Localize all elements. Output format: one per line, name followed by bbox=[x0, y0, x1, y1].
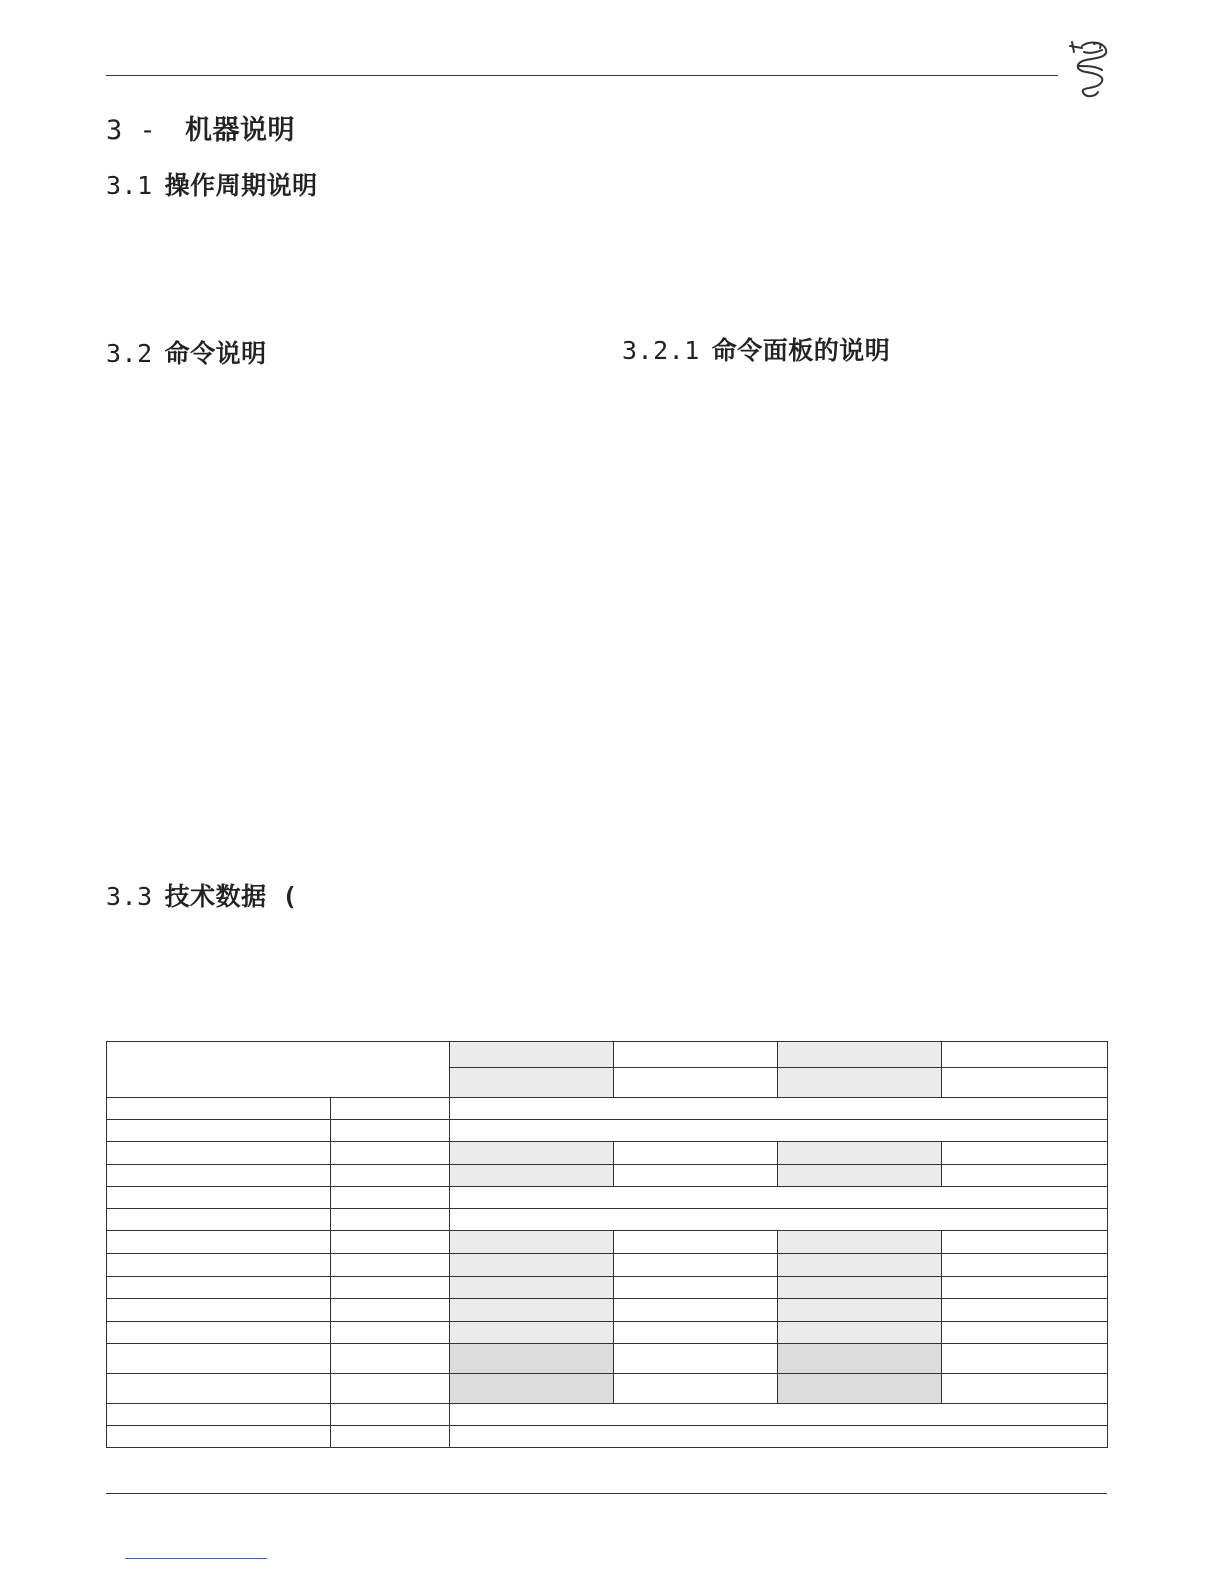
section-number: 3.1 bbox=[106, 171, 153, 200]
table-cell bbox=[614, 1344, 778, 1374]
chapter-title: 机器说明 bbox=[185, 115, 296, 146]
table-cell bbox=[331, 1231, 450, 1254]
table-cell bbox=[942, 1068, 1108, 1098]
table-cell bbox=[778, 1042, 942, 1068]
table-cell bbox=[614, 1299, 778, 1322]
table-cell bbox=[450, 1042, 614, 1068]
section-number: 3.2.1 bbox=[622, 336, 700, 365]
table-cell bbox=[450, 1098, 1108, 1120]
table-cell bbox=[450, 1187, 1108, 1209]
table-cell bbox=[614, 1231, 778, 1254]
table-cell bbox=[614, 1374, 778, 1404]
table-row bbox=[107, 1322, 1108, 1344]
table-cell bbox=[107, 1322, 331, 1344]
table-cell bbox=[331, 1098, 450, 1120]
table-cell bbox=[450, 1165, 614, 1187]
section-title: 命令面板的说明 bbox=[711, 336, 891, 365]
table-cell bbox=[450, 1209, 1108, 1231]
header-rule bbox=[106, 75, 1058, 76]
table-cell bbox=[614, 1254, 778, 1277]
table-cell bbox=[614, 1042, 778, 1068]
section-heading-3-3 bbox=[106, 877, 298, 913]
table-cell bbox=[331, 1344, 450, 1374]
table-cell bbox=[331, 1254, 450, 1277]
table-cell bbox=[450, 1142, 614, 1165]
table-header-cell bbox=[107, 1042, 450, 1098]
section-title: 操作周期说明 bbox=[164, 171, 318, 200]
table-cell bbox=[778, 1322, 942, 1344]
table-cell bbox=[107, 1374, 331, 1404]
table-cell bbox=[942, 1165, 1108, 1187]
section-heading-3-2 bbox=[106, 334, 267, 370]
table-cell bbox=[450, 1120, 1108, 1142]
table-cell bbox=[778, 1299, 942, 1322]
section-title: 命令说明 bbox=[164, 339, 267, 368]
table-cell bbox=[331, 1120, 450, 1142]
table-cell bbox=[778, 1068, 942, 1098]
table-cell bbox=[107, 1142, 331, 1165]
table-cell bbox=[331, 1374, 450, 1404]
table-cell bbox=[942, 1142, 1108, 1165]
table-cell bbox=[450, 1299, 614, 1322]
table-cell bbox=[331, 1187, 450, 1209]
table-cell bbox=[107, 1344, 331, 1374]
table-cell bbox=[107, 1165, 331, 1187]
table-cell bbox=[107, 1231, 331, 1254]
table-cell bbox=[107, 1426, 331, 1448]
chapter-number: 3 - bbox=[106, 115, 157, 146]
table-cell bbox=[942, 1299, 1108, 1322]
table-row bbox=[107, 1344, 1108, 1374]
table-cell bbox=[331, 1277, 450, 1299]
table-cell bbox=[107, 1254, 331, 1277]
table-cell bbox=[450, 1426, 1108, 1448]
table-cell bbox=[942, 1231, 1108, 1254]
table-cell bbox=[331, 1165, 450, 1187]
section-heading-3-1 bbox=[106, 166, 318, 202]
section-number: 3.3 bbox=[106, 882, 153, 911]
table-row bbox=[107, 1404, 1108, 1426]
table-cell bbox=[778, 1231, 942, 1254]
table-row bbox=[107, 1165, 1108, 1187]
table-cell bbox=[107, 1098, 331, 1120]
table-cell bbox=[450, 1277, 614, 1299]
table-row bbox=[107, 1098, 1108, 1120]
table-row bbox=[107, 1142, 1108, 1165]
footer-rule bbox=[106, 1493, 1107, 1494]
table-cell bbox=[942, 1254, 1108, 1277]
table-cell bbox=[107, 1299, 331, 1322]
table-row bbox=[107, 1120, 1108, 1142]
chapter-heading bbox=[106, 108, 295, 147]
table-cell bbox=[614, 1165, 778, 1187]
table-row bbox=[107, 1277, 1108, 1299]
section-number: 3.2 bbox=[106, 339, 153, 368]
table-cell bbox=[778, 1344, 942, 1374]
footer-link-underline[interactable] bbox=[125, 1558, 267, 1559]
section-heading-3-2-1 bbox=[622, 331, 890, 367]
table-cell bbox=[778, 1277, 942, 1299]
table-row bbox=[107, 1231, 1108, 1254]
table-cell bbox=[331, 1299, 450, 1322]
table-row bbox=[107, 1426, 1108, 1448]
table-cell bbox=[331, 1426, 450, 1448]
section-title: 技术数据 ( bbox=[164, 882, 298, 911]
table-cell bbox=[942, 1344, 1108, 1374]
table-cell bbox=[331, 1322, 450, 1344]
table-cell bbox=[331, 1209, 450, 1231]
table-cell bbox=[450, 1068, 614, 1098]
table-cell bbox=[331, 1142, 450, 1165]
table-row bbox=[107, 1299, 1108, 1322]
table-cell bbox=[450, 1322, 614, 1344]
table-cell bbox=[450, 1254, 614, 1277]
table-header-row bbox=[107, 1042, 1108, 1068]
table-row bbox=[107, 1209, 1108, 1231]
table-cell bbox=[614, 1322, 778, 1344]
table-cell bbox=[614, 1068, 778, 1098]
table-cell bbox=[107, 1187, 331, 1209]
table-cell bbox=[107, 1209, 331, 1231]
technical-data-table bbox=[106, 1041, 1108, 1448]
table-cell bbox=[450, 1344, 614, 1374]
table-cell bbox=[331, 1404, 450, 1426]
table-cell bbox=[942, 1374, 1108, 1404]
table-cell bbox=[778, 1254, 942, 1277]
table-row bbox=[107, 1254, 1108, 1277]
table-cell bbox=[614, 1142, 778, 1165]
table-cell bbox=[107, 1404, 331, 1426]
table-row bbox=[107, 1374, 1108, 1404]
table-cell bbox=[450, 1231, 614, 1254]
table-cell bbox=[778, 1374, 942, 1404]
serpent-logo-icon bbox=[1060, 36, 1116, 100]
table-cell bbox=[107, 1277, 331, 1299]
table-cell bbox=[942, 1322, 1108, 1344]
table-row bbox=[107, 1187, 1108, 1209]
table-cell bbox=[107, 1120, 331, 1142]
table-cell bbox=[942, 1277, 1108, 1299]
table-cell bbox=[450, 1374, 614, 1404]
table-cell bbox=[450, 1404, 1108, 1426]
table-cell bbox=[942, 1042, 1108, 1068]
table-cell bbox=[778, 1142, 942, 1165]
table-cell bbox=[614, 1277, 778, 1299]
table-cell bbox=[778, 1165, 942, 1187]
